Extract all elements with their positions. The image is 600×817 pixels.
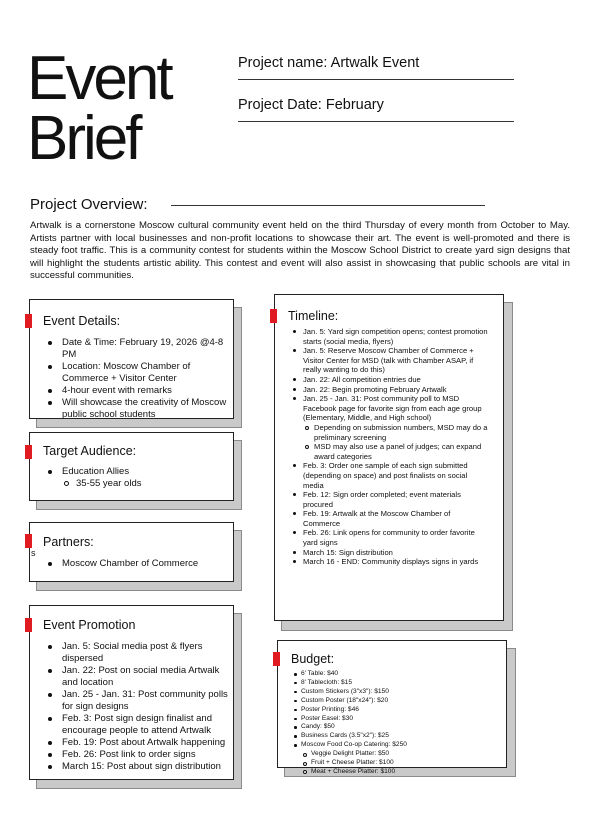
list-item: Feb. 26: Link opens for community to order favorite yard signs	[289, 528, 489, 547]
list-item: Jan. 22: Begin promoting February Artwalk	[289, 385, 489, 395]
list-item: 8' Tablecloth: $15	[291, 679, 491, 688]
stray-character: s	[31, 548, 36, 558]
target-audience-tab	[25, 445, 32, 459]
event-promotion-list	[42, 641, 228, 773]
list-item: Business Cards (3.5"x2"): $25	[291, 732, 491, 741]
list-item: Jan. 25 - Jan. 31: Post community polls for sign designs	[42, 689, 228, 713]
list-item: Feb. 3: Post sign design finalist and encourage people to attend Artwalk	[42, 713, 228, 737]
list-subitem: Meat + Cheese Platter: $100	[301, 768, 491, 777]
overview-rule	[171, 205, 485, 206]
list-item: Feb. 19: Artwalk at the Moscow Chamber of Commerce	[289, 509, 489, 528]
timeline-tab	[270, 309, 277, 323]
list-item: Moscow Chamber of Commerce	[42, 558, 228, 570]
event-details-list	[42, 337, 228, 421]
list-item	[289, 394, 489, 461]
list-subitem: 35-55 year olds	[62, 478, 228, 490]
list-item: Location: Moscow Chamber of Commerce + Visitor Center	[42, 361, 228, 385]
list-item: March 15: Post about sign distribution	[42, 761, 228, 773]
list-item: Custom Stickers (3"x3"): $150	[291, 688, 491, 697]
project-date-rule	[238, 121, 514, 122]
project-name: Project name: Artwalk Event	[238, 55, 420, 71]
list-item: 6' Table: $40	[291, 670, 491, 679]
list-item: March 16 - END: Community displays signs in yards	[289, 557, 489, 567]
list-subitem: Depending on submission numbers, MSD may do a preliminary screening	[303, 423, 489, 442]
target-audience-list	[42, 466, 228, 490]
partners-list	[42, 558, 228, 570]
overview-text: Artwalk is a cornerstone Moscow cultural community event held on the third Thursday of every month from October to May. Artists partner with local businesses and non-profit locations to showcase their art. The event is well-promoted and there is steady foot traffic. This is a community contest for students within the Moscow School District to create yard sign designs that will highlight the students artistic ability. This contest and event will also assist in showcasing that public schools are vital in successful communities.	[30, 220, 570, 282]
event-details-card	[29, 299, 234, 419]
list-item: March 15: Sign distribution	[289, 548, 489, 558]
budget-title: Budget:	[291, 652, 335, 666]
list-item: 4-hour event with remarks	[42, 385, 228, 397]
list-item: Candy: $50	[291, 723, 491, 732]
title-brief: Brief	[27, 104, 140, 173]
overview-heading: Project Overview:	[30, 196, 148, 213]
project-date: Project Date: February	[238, 97, 384, 113]
target-audience-title: Target Audience:	[43, 444, 137, 458]
event-promotion-title: Event Promotion	[43, 618, 136, 632]
timeline-title: Timeline:	[288, 309, 339, 323]
partners-card	[29, 522, 234, 582]
list-item: Jan. 5: Social media post & flyers dispersed	[42, 641, 228, 665]
list-item: Feb. 12: Sign order completed; event materials procured	[289, 490, 489, 509]
list-item: Poster Printing: $46	[291, 706, 491, 715]
list-item: Feb. 3: Order one sample of each sign submitted (depending on space) and post finalists on social media	[289, 461, 489, 490]
list-item: Jan. 5: Yard sign competition opens; contest promotion starts (social media, flyers)	[289, 327, 489, 346]
timeline-list	[289, 327, 489, 567]
list-item	[291, 741, 491, 777]
list-subitem: Veggie Delight Platter: $50	[301, 750, 491, 759]
list-item	[42, 466, 228, 490]
list-item: Date & Time: February 19, 2026 @4-8 PM	[42, 337, 228, 361]
list-item: Custom Poster (18"x24"): $20	[291, 697, 491, 706]
list-item: Jan. 22: Post on social media Artwalk and location	[42, 665, 228, 689]
list-item: Jan. 5: Reserve Moscow Chamber of Commerce + Visitor Center for MSD (talk with Chamber ASAP, if really wanting to do this)	[289, 346, 489, 375]
list-subitem: MSD may also use a panel of judges; can expand award categories	[303, 442, 489, 461]
timeline-item-text: Jan. 25 - Jan. 31: Post community poll to MSD Facebook page for favorite sign from each age group (Elementary, Middle, and High school)	[303, 394, 482, 423]
list-item: Will showcase the creativity of Moscow public school students	[42, 397, 228, 421]
title-event: Event	[27, 44, 171, 113]
event-promotion-card	[29, 605, 234, 780]
target-audience-card	[29, 432, 234, 501]
event-promotion-tab	[25, 618, 32, 632]
event-details-tab	[25, 314, 32, 328]
list-subitem: Fruit + Cheese Platter: $100	[301, 759, 491, 768]
list-item: Jan. 22: All competition entries due	[289, 375, 489, 385]
list-item: Poster Easel: $30	[291, 715, 491, 724]
target-audience-item: Education Allies	[62, 466, 130, 477]
partners-title: Partners:	[43, 535, 94, 549]
budget-tab	[273, 652, 280, 666]
project-name-rule	[238, 79, 514, 80]
list-item: Feb. 19: Post about Artwalk happening	[42, 737, 228, 749]
budget-item-text: Moscow Food Co-op Catering: $250	[301, 741, 407, 749]
budget-card	[277, 640, 507, 775]
budget-list	[291, 670, 491, 777]
list-item: Feb. 26: Post link to order signs	[42, 749, 228, 761]
event-details-title: Event Details:	[43, 314, 121, 328]
timeline-card	[274, 294, 504, 621]
partners-tab	[25, 534, 32, 548]
